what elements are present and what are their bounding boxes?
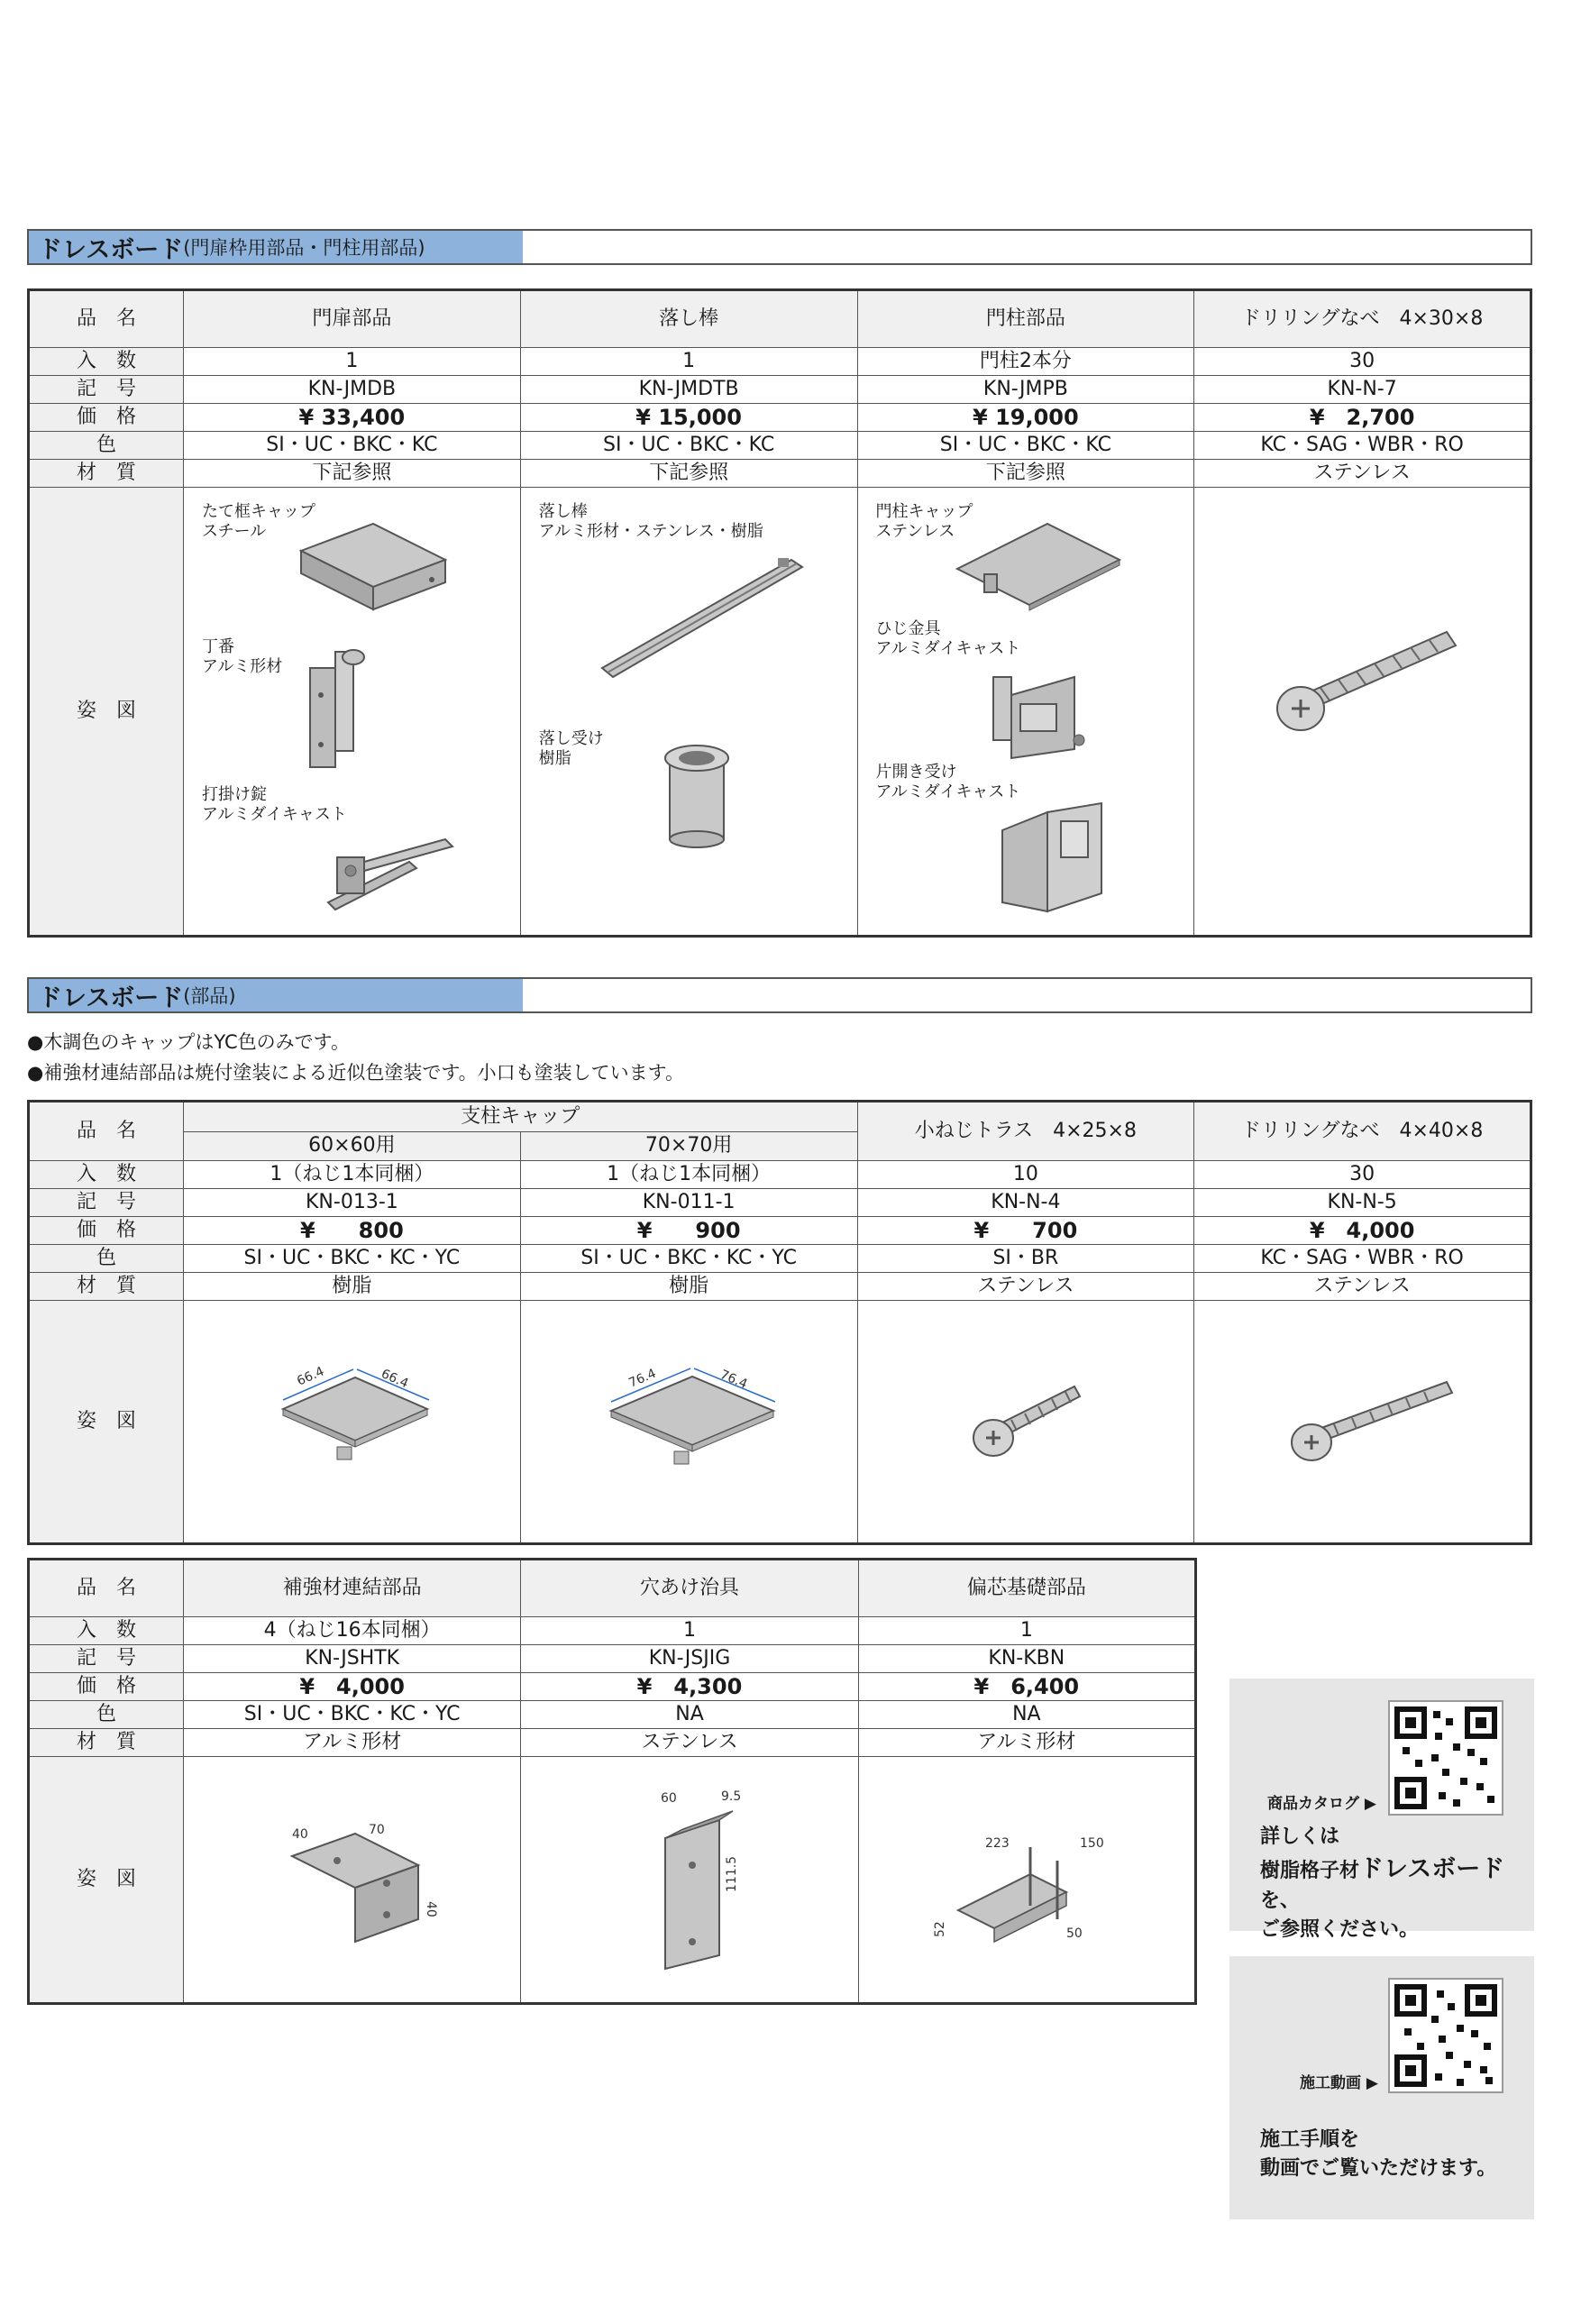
material-cell: ステンレス (1194, 460, 1531, 488)
figure-cell-drilling-screw (1194, 488, 1531, 937)
elbow-bracket-image (966, 659, 1092, 776)
figure-cell-drilling-screw-40 (1194, 1301, 1531, 1544)
dim-label: 70 (369, 1823, 385, 1837)
code-cell: KN-JSHTK (184, 1645, 521, 1673)
reinforcement-joint-image (274, 1811, 454, 1955)
section-header-parts (27, 977, 1532, 1013)
code-cell: KN-JMDTB (520, 376, 857, 404)
product-name: 偏芯基礎部品 (858, 1560, 1195, 1617)
code-cell: KN-013-1 (184, 1189, 521, 1217)
row-label-code: 記 号 (29, 376, 184, 404)
product-name: ドリリングなべ 4×30×8 (1194, 290, 1531, 348)
code-cell: KN-JMDB (184, 376, 521, 404)
qty-cell: 1 (520, 348, 857, 376)
price-cell: ¥ 4,000 (184, 1673, 521, 1701)
qty-cell: 30 (1194, 1161, 1531, 1189)
product-name: 70×70用 (520, 1131, 857, 1160)
parts-table (27, 1100, 1532, 1545)
material-cell: ステンレス (521, 1729, 858, 1757)
code-cell: KN-011-1 (520, 1189, 857, 1217)
qty-cell: 1 (184, 348, 521, 376)
row-label-material: 材 質 (29, 460, 184, 488)
code-cell: KN-N-7 (1194, 376, 1531, 404)
caption-elbow-bracket: ひじ金具 アルミダイキャスト (875, 619, 1021, 658)
row-label-price: 価 格 (29, 404, 184, 432)
material-cell: 下記参照 (857, 460, 1194, 488)
row-label-figure: 姿 図 (29, 1301, 184, 1544)
code-cell: KN-KBN (858, 1645, 1195, 1673)
qty-cell: 30 (1194, 348, 1531, 376)
figure-cell-post-parts (857, 488, 1194, 937)
section-subtitle: (部品) (183, 985, 236, 1007)
dim-label: 76.4 (717, 1367, 750, 1392)
material-cell: 樹脂 (184, 1273, 521, 1301)
dim-label: 40 (292, 1827, 308, 1842)
row-label-price: 価 格 (29, 1217, 184, 1245)
color-cell: SI・UC・BKC・KC・YC (184, 1701, 521, 1729)
color-cell: NA (521, 1701, 858, 1729)
product-name: 小ねじトラス 4×25×8 (857, 1102, 1194, 1161)
single-receiver-image (993, 794, 1110, 920)
color-cell: SI・UC・BKC・KC (184, 432, 521, 460)
dim-label: 40 (424, 1901, 438, 1917)
figure-cell-reinforcement-joint (184, 1757, 521, 2004)
code-cell: KN-N-4 (857, 1189, 1194, 1217)
row-label-qty: 入 数 (29, 348, 184, 376)
dim-label: 52 (932, 1921, 947, 1937)
price-cell: ¥ 4,000 (1194, 1217, 1531, 1245)
row-label-qty: 入 数 (29, 1161, 184, 1189)
video-label[interactable]: 施工動画 ▶ (1300, 2074, 1378, 2092)
row-label-material: 材 質 (29, 1273, 184, 1301)
row-label-figure: 姿 図 (29, 1757, 184, 2004)
row-label-name: 品 名 (29, 1560, 184, 1617)
qty-cell: 4（ねじ16本同梱） (184, 1617, 521, 1645)
latch-image (310, 821, 463, 920)
section-title: ドレスボード (38, 235, 184, 264)
section-title: ドレスボード (38, 984, 184, 1012)
figure-cell-cap-60 (184, 1301, 521, 1544)
price-cell: ¥ 2,700 (1194, 404, 1531, 432)
dim-label: 223 (984, 1836, 1010, 1851)
material-cell: 下記参照 (184, 460, 521, 488)
row-label-color: 色 (29, 432, 184, 460)
material-cell: 樹脂 (520, 1273, 857, 1301)
row-label-name: 品 名 (29, 1102, 184, 1161)
color-cell: SI・UC・BKC・KC (857, 432, 1194, 460)
dim-label: 111.5 (725, 1855, 740, 1892)
material-cell: ステンレス (1194, 1273, 1531, 1301)
group-label-post-cap: 支柱キャップ (184, 1102, 858, 1132)
caption-stile-cap: たて框キャップ スチール (202, 502, 315, 541)
figure-cell-cap-70 (520, 1301, 857, 1544)
row-label-figure: 姿 図 (29, 488, 184, 937)
price-cell: ¥ 900 (520, 1217, 857, 1245)
dim-label: 66.4 (379, 1367, 411, 1392)
material-cell: ステンレス (857, 1273, 1194, 1301)
truss-screw-image (966, 1373, 1092, 1472)
figure-cell-drop-rod (520, 488, 857, 937)
figure-cell-drill-jig (521, 1757, 858, 2004)
product-name: 門柱部品 (857, 290, 1194, 348)
figure-cell-truss-screw (857, 1301, 1194, 1544)
row-label-color: 色 (29, 1701, 184, 1729)
price-cell: ¥ 33,400 (184, 404, 521, 432)
catalog-qr-box (1229, 1679, 1534, 1941)
material-cell: アルミ形材 (858, 1729, 1195, 1757)
code-cell: KN-JSJIG (521, 1645, 858, 1673)
eccentric-base-image (931, 1820, 1138, 1955)
color-cell: SI・UC・BKC・KC (520, 432, 857, 460)
product-name: 門扉部品 (184, 290, 521, 348)
row-label-code: 記 号 (29, 1189, 184, 1217)
hinge-image (301, 641, 391, 776)
drill-jig-image (638, 1784, 764, 1982)
price-cell: ¥ 4,300 (521, 1673, 858, 1701)
code-cell: KN-JMPB (857, 376, 1194, 404)
figure-cell-gate-parts (184, 488, 521, 937)
qty-cell: 1（ねじ1本同梱） (184, 1161, 521, 1189)
caption-single-receiver: 片開き受け アルミダイキャスト (875, 763, 1021, 801)
video-text: 施工手順を 動画でご覧いただけます。 (1260, 2128, 1497, 2180)
drilling-screw-image (1266, 623, 1483, 740)
section-header-gate-parts (27, 229, 1532, 265)
post-cap-70-image (602, 1364, 800, 1481)
catalog-qr-code[interactable] (1388, 1700, 1503, 1816)
color-cell: SI・BR (857, 1245, 1194, 1273)
price-cell: ¥ 6,400 (858, 1673, 1195, 1701)
qty-cell: 1 (521, 1617, 858, 1645)
stile-cap-image (292, 515, 454, 623)
product-name: 穴あけ治具 (521, 1560, 858, 1617)
qty-cell: 10 (857, 1161, 1194, 1189)
caption-drop-rod: 落し棒 アルミ形材・ステンレス・樹脂 (538, 502, 763, 541)
caption-post-cap: 門柱キャップ ステンレス (875, 502, 973, 541)
figure-cell-eccentric-base (858, 1757, 1195, 2004)
product-name: 補強材連結部品 (184, 1560, 521, 1617)
section-subtitle: (門扉枠用部品・門柱用部品) (183, 237, 425, 259)
caption-drop-receiver: 落し受け 樹脂 (538, 729, 604, 768)
extra-parts-table (27, 1558, 1197, 2005)
catalog-text: 詳しくは 樹脂格子材ドレスボードを、 ご参照ください。 (1260, 1825, 1505, 1941)
color-cell: SI・UC・BKC・KC・YC (520, 1245, 857, 1273)
price-cell: ¥ 800 (184, 1217, 521, 1245)
post-cap-image (948, 515, 1129, 623)
price-cell: ¥ 700 (857, 1217, 1194, 1245)
dim-label: 150 (1079, 1836, 1104, 1851)
qty-cell: 1（ねじ1本同梱） (520, 1161, 857, 1189)
row-label-price: 価 格 (29, 1673, 184, 1701)
product-name: ドリリングなべ 4×40×8 (1194, 1102, 1531, 1161)
drilling-screw-40-image (1284, 1373, 1465, 1472)
gate-parts-table (27, 288, 1532, 938)
price-cell: ¥ 15,000 (520, 404, 857, 432)
code-cell: KN-N-5 (1194, 1189, 1531, 1217)
video-qr-code[interactable] (1388, 1978, 1503, 2093)
color-cell: SI・UC・BKC・KC・YC (184, 1245, 521, 1273)
dim-label: 50 (1065, 1926, 1083, 1941)
product-name: 落し棒 (520, 290, 857, 348)
row-label-name: 品 名 (29, 290, 184, 348)
dim-label: 9.5 (721, 1789, 742, 1804)
row-label-code: 記 号 (29, 1645, 184, 1673)
row-label-material: 材 質 (29, 1729, 184, 1757)
dim-label: 76.4 (626, 1366, 659, 1391)
color-cell: KC・SAG・WBR・RO (1194, 1245, 1531, 1273)
drop-receiver-image (656, 731, 737, 848)
caption-hinge: 丁番 アルミ形材 (202, 637, 283, 676)
row-label-color: 色 (29, 1245, 184, 1273)
color-cell: NA (858, 1701, 1195, 1729)
drop-rod-image (593, 551, 818, 686)
qty-cell: 1 (858, 1617, 1195, 1645)
video-qr-box (1229, 1956, 1534, 2219)
dim-label: 60 (661, 1791, 678, 1806)
post-cap-60-image (274, 1364, 454, 1481)
material-cell: 下記参照 (520, 460, 857, 488)
caption-latch: 打掛け錠 アルミダイキャスト (202, 785, 347, 824)
product-name: 60×60用 (184, 1131, 521, 1160)
material-cell: アルミ形材 (184, 1729, 521, 1757)
catalog-label[interactable]: 商品カタログ ▶ (1267, 1795, 1376, 1813)
row-label-qty: 入 数 (29, 1617, 184, 1645)
price-cell: ¥ 19,000 (857, 404, 1194, 432)
dim-label: 66.4 (295, 1364, 327, 1389)
qty-cell: 門柱2本分 (857, 348, 1194, 376)
note-coating: ●補強材連結部品は焼付塗装による近似色塗装です。小口も塗装しています。 (27, 1062, 684, 1084)
note-woodgrain: ●木調色のキャップはYC色のみです。 (27, 1031, 350, 1053)
color-cell: KC・SAG・WBR・RO (1194, 432, 1531, 460)
